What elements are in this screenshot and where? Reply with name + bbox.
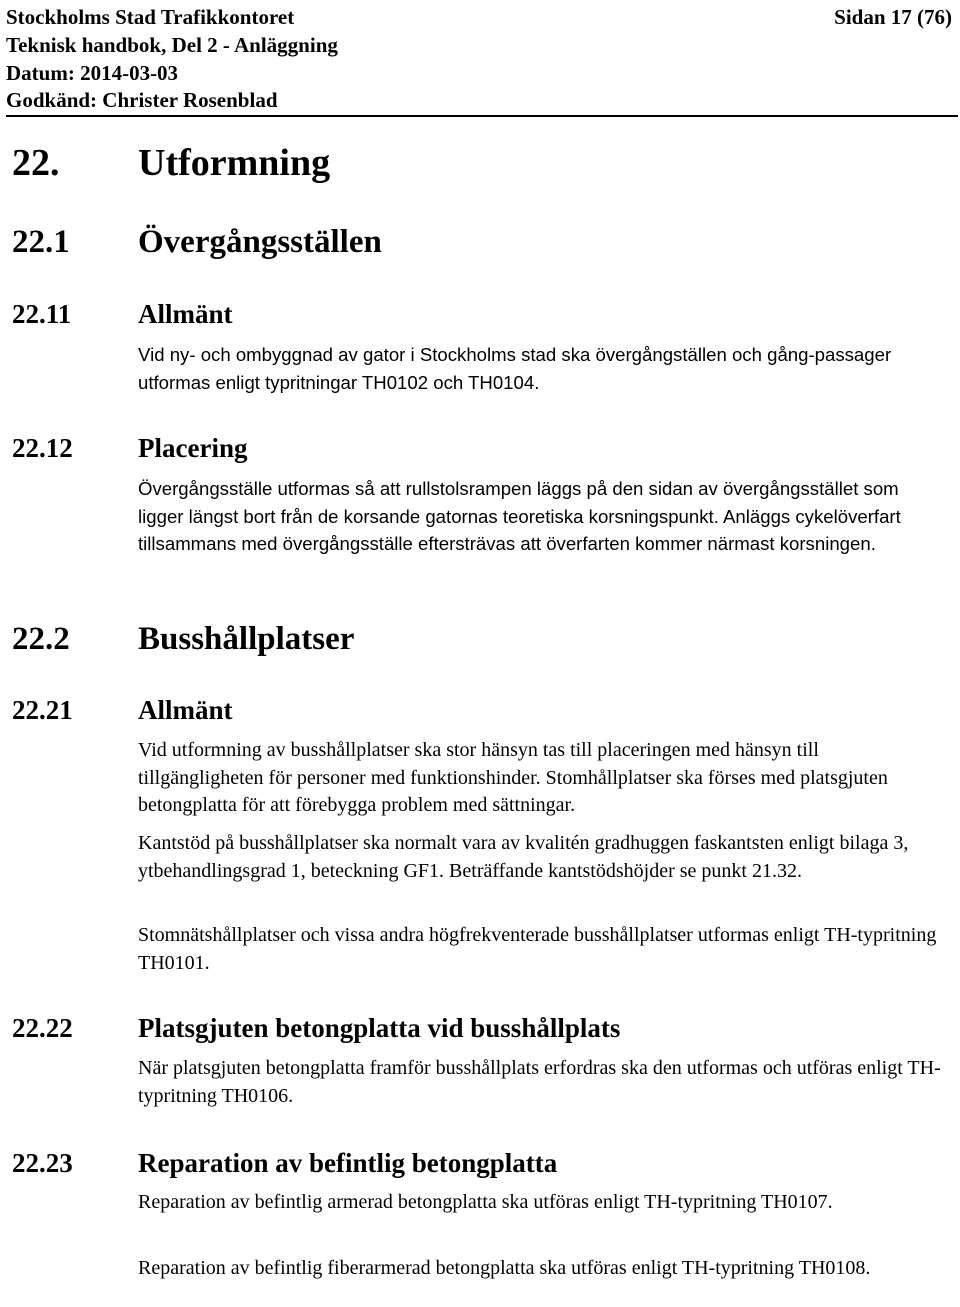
heading-number: 22.1 [12,224,70,260]
paragraph-22-21-3: Stomnätshållplatser och vissa andra högfrekventerade busshållplatser utformas enligt TH-typritning TH0101. [138,924,937,974]
heading-title: Platsgjuten betongplatta vid busshållplats [138,1013,621,1043]
paragraph-22-23-2: Reparation av befintlig fiberarmerad betongplatta ska utföras enligt TH-typritning TH0108. [138,1257,871,1279]
heading-number: 22.23 [12,1148,73,1178]
header-organization: Stockholms Stad Trafikkontoret [6,5,295,29]
paragraph-22-12-1: Övergångsställe utformas så att rullstolsrampen läggs på den sidan av övergångsstället som ligger längst bort från de korsande gatornas teoretiska korsningspunkt. Anläggs cykelöverfart tillsammans med övergångsställe eftersträvas att överfarten kommer närmast korsningen. [138,478,901,554]
header-approved-by: Godkänd: Christer Rosenblad [6,88,278,112]
paragraph-22-11-1: Vid ny- och ombyggnad av gator i Stockholms stad ska övergångställen och gång-passager utformas enligt typritningar TH0102 och TH0104. [138,344,892,393]
heading-title: Busshållplatser [138,621,355,657]
heading-22-23 [12,1146,912,1180]
heading-22-2 [12,619,912,659]
heading-22-11 [12,297,912,331]
heading-22-21 [12,693,912,727]
header-date: Datum: 2014-03-03 [6,61,179,85]
heading-title: Placering [138,433,248,463]
heading-22-22 [12,1011,912,1045]
heading-title: Utformning [138,142,331,184]
heading-number: 22. [12,142,60,184]
heading-number: 22.2 [12,621,70,657]
paragraph-22-22-1: När platsgjuten betongplatta framför busshållplats erfordras ska den utformas och utföras enligt TH-typritning TH0106. [138,1057,941,1107]
heading-number: 22.12 [12,433,73,463]
heading-title: Övergångsställen [138,224,382,260]
paragraph-22-21-1: Vid utformning av busshållplatser ska stor hänsyn tas till placeringen med hänsyn till tillgängligheten för personer med funktionshinder. Stomhållplatser ska förses med platsgjuten betongplatta för att förebygga problem med sättningar. [138,739,888,816]
heading-title: Allmänt [138,299,233,329]
paragraph-22-21-2: Kantstöd på busshållplatser ska normalt vara av kvalitén gradhuggen faskantsten enligt bilaga 3, ytbehandlingsgrad 1, beteckning GF1. Beträffande kantstödshöjder se punkt 21.32. [138,832,909,882]
heading-22-1 [12,222,912,262]
heading-22-12 [12,431,912,465]
heading-title: Reparation av befintlig betongplatta [138,1148,558,1178]
heading-number: 22.11 [12,299,72,329]
paragraph-22-23-1: Reparation av befintlig armerad betongplatta ska utföras enligt TH-typritning TH0107. [138,1191,833,1213]
heading-22 [12,141,912,185]
page-header [6,4,958,117]
header-handbook-title: Teknisk handbok, Del 2 - Anläggning [6,33,338,57]
page-number: Sidan 17 (76) [834,5,952,29]
heading-title: Allmänt [138,695,233,725]
heading-number: 22.22 [12,1013,73,1043]
heading-number: 22.21 [12,695,73,725]
